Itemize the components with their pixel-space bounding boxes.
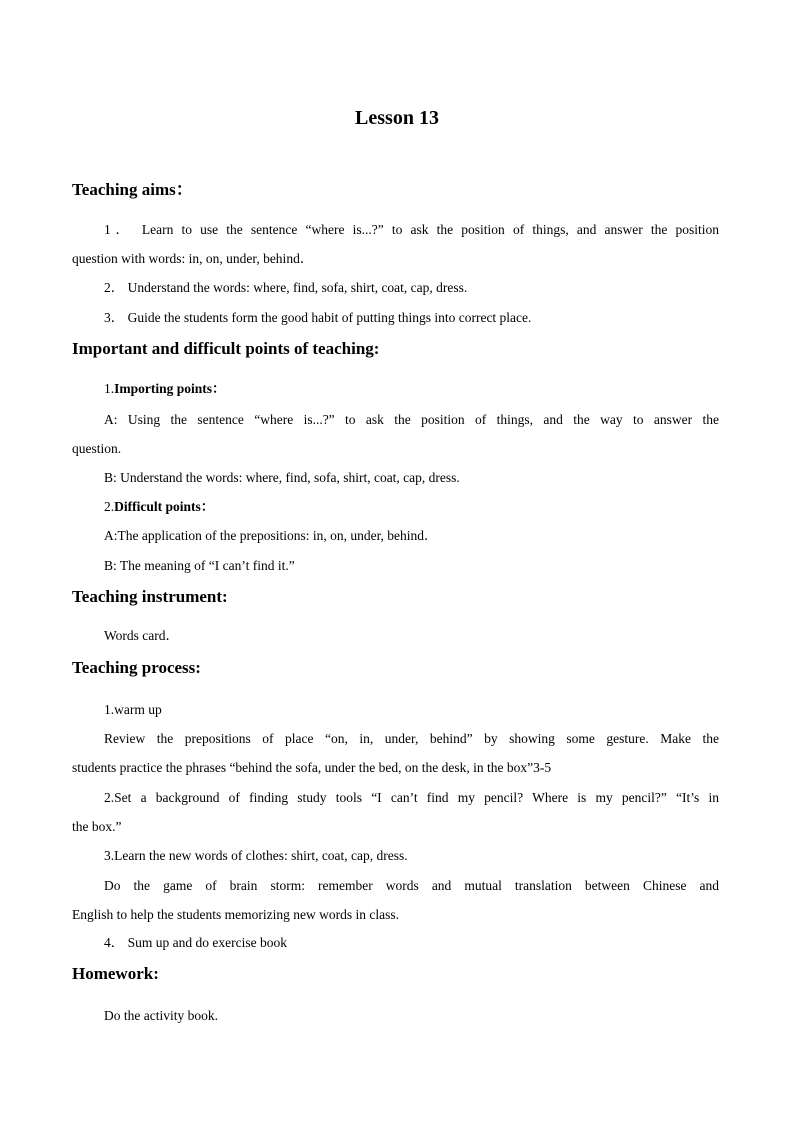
step-2-line-1: 2.Set a background of finding study tools “I can’t find my pencil? Where is my pencil?” “It’s in [104, 790, 719, 805]
homework-text: Do the activity book. [104, 1008, 218, 1023]
difficult-points-text: Difficult points： [114, 499, 215, 514]
step-4: 4． Sum up and do exercise book [104, 935, 287, 950]
importing-b: B: Understand the words: where, find, sofa, shirt, coat, cap, dress. [104, 470, 460, 485]
step-2-line-2: the box.” [72, 819, 122, 834]
step-1-line-2: students practice the phrases “behind the sofa, under the bed, on the desk, in the box”3-5 [72, 760, 552, 775]
step-3-line-1: Do the game of brain storm: remember words and mutual translation between Chinese and [104, 878, 719, 893]
aim-1-line-2: question with words: in, on, under, behind． [72, 251, 314, 266]
teaching-instrument-heading: Teaching instrument: [72, 587, 228, 606]
importing-points-label [104, 380, 226, 398]
importing-points-prefix: 1. [104, 381, 115, 396]
aim-3: 3． Guide the students form the good habit of putting things into correct place. [104, 310, 532, 325]
difficult-points-prefix: 2. [104, 499, 115, 514]
step-1-line-1: Review the prepositions of place “on, in, under, behind” by showing some gesture. Make the [104, 731, 719, 746]
teaching-instrument-text: Words card． [104, 628, 180, 643]
step-1-title: 1.warm up [104, 702, 162, 717]
difficult-points-label [104, 498, 214, 516]
lesson-title: Lesson 13 [355, 107, 439, 129]
step-3-line-2: English to help the students memorizing new words in class. [72, 907, 399, 922]
step-3-title: 3.Learn the new words of clothes: shirt, coat, cap, dress. [104, 848, 408, 863]
importing-points-text: Importing points： [114, 381, 226, 396]
importing-a-line-1: A: Using the sentence “where is...?” to ask the position of things, and the way to answer the [104, 412, 719, 427]
teaching-aims-heading: Teaching aims： [72, 180, 193, 199]
aim-2: 2． Understand the words: where, find, sofa, shirt, coat, cap, dress. [104, 280, 468, 295]
important-points-heading: Important and difficult points of teaching: [72, 339, 380, 358]
teaching-process-heading: Teaching process: [72, 658, 201, 677]
homework-heading: Homework: [72, 964, 159, 983]
difficult-a: A:The application of the prepositions: in, on, under, behind． [104, 528, 438, 543]
importing-a-line-2: question. [72, 441, 122, 456]
difficult-b: B: The meaning of “I can’t find it.” [104, 558, 295, 573]
aim-1-line-1: 1． Learn to use the sentence “where is...?” to ask the position of things, and answer the position [104, 222, 719, 237]
